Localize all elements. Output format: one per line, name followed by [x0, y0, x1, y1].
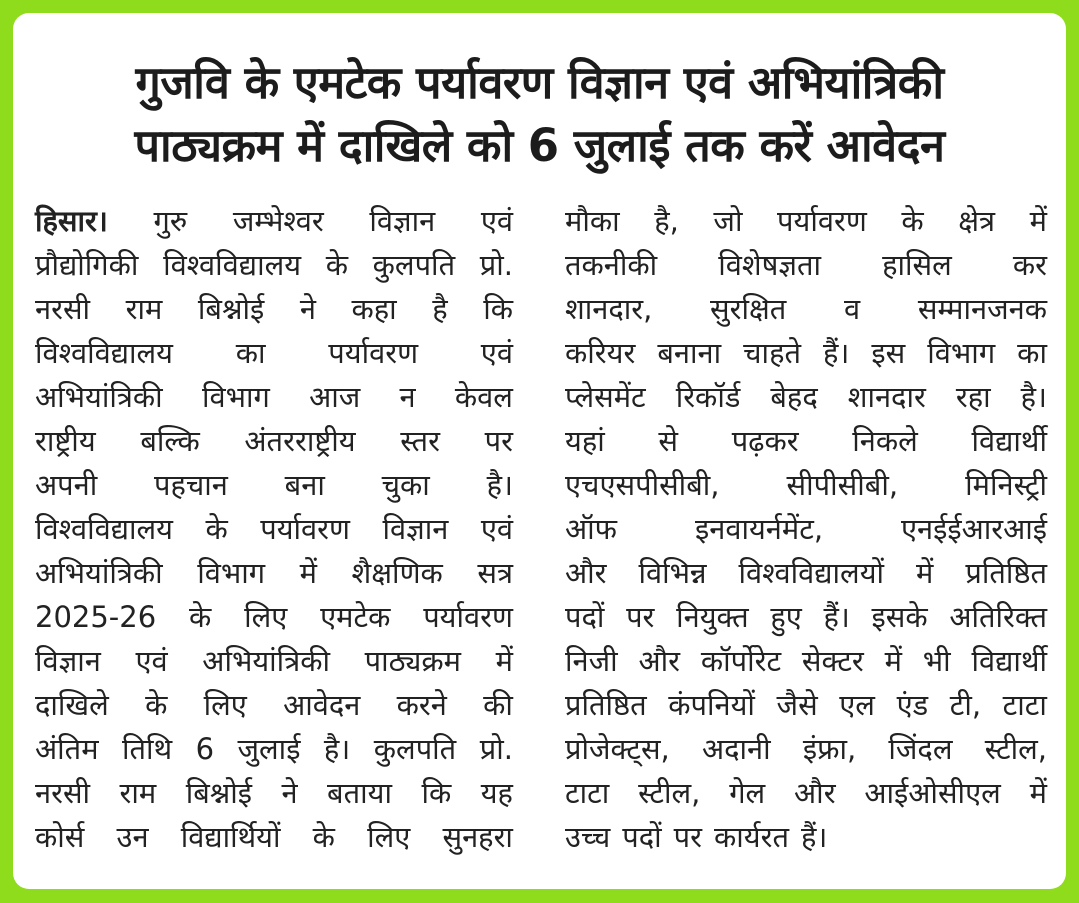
article-word: नियुक्त [676, 600, 749, 634]
article-word: एनईईआरआई [901, 512, 1047, 546]
article-word: विश्वविद्यालय [163, 248, 302, 282]
article-word: अतिरिक्त [949, 600, 1047, 634]
article-line [35, 551, 513, 595]
article-word: उन [116, 820, 149, 854]
article-word: में [884, 644, 902, 678]
article-line [565, 287, 1047, 331]
article-word: 2025-26 [35, 600, 157, 634]
article-word: के [312, 820, 335, 854]
article-line [35, 243, 513, 287]
article-word: में [299, 556, 317, 590]
article-line [35, 419, 513, 463]
article-word: निकले [852, 424, 918, 458]
article-word: यह [480, 776, 513, 810]
article-column-right [565, 199, 1047, 859]
article-word: आवेदन [283, 688, 361, 722]
article-word: विश्वविद्यालय [35, 512, 173, 546]
article-word: आईओसीएल [864, 776, 1001, 810]
article-word: पदों [565, 600, 605, 634]
article-word: तिथि [122, 732, 173, 766]
article-word: विशेषज्ञता [718, 248, 822, 282]
article-word: अपनी [35, 468, 98, 502]
article-word: हैं। [800, 820, 828, 854]
article-word: अभियांत्रिकी [35, 556, 163, 590]
article-word: चाहते [743, 336, 801, 370]
article-word: शानदार, [565, 292, 653, 326]
article-word: पर्यावरण [328, 336, 419, 370]
article-word: इंफ्रा, [802, 732, 857, 766]
article-line [565, 243, 1047, 287]
article-line [35, 463, 513, 507]
article-word: हासिल [882, 248, 952, 282]
article-word: केवल [454, 380, 513, 414]
article-word: नरसी [35, 776, 91, 810]
article-word: पर [626, 600, 655, 634]
article-word: इसके [871, 600, 928, 634]
article-word: स्टील, [638, 776, 701, 810]
article-word: पर्यावरण [777, 204, 867, 238]
article-word: अभियांत्रिकी [35, 380, 163, 414]
article-word: बल्कि [140, 424, 200, 458]
article-line [35, 639, 513, 683]
article-word: पाठ्यक्रम [364, 644, 461, 678]
article-word: टाटा [565, 776, 610, 810]
headline-line-2: पाठ्यक्रम में दाखिले को 6 जुलाई तक करें आवेदन [134, 119, 945, 172]
article-word: गेल [729, 776, 766, 810]
article-word: पर [484, 424, 513, 458]
article-word: लिए [367, 820, 411, 854]
article-word: न [399, 380, 416, 414]
article-line [565, 507, 1047, 551]
article-word: करियर [565, 336, 636, 370]
article-word: प्लेसमेंट [565, 380, 646, 414]
article-word: सीपीसीबी, [786, 468, 899, 502]
article-column-left [35, 199, 513, 859]
article-line [565, 639, 1047, 683]
article-word: है। [486, 468, 513, 502]
article-word: क्षेत्र [958, 204, 996, 238]
article-word: पदों [622, 820, 662, 854]
article-word: कार्यरत [713, 820, 789, 854]
article-line [35, 683, 513, 727]
article-word: विश्वविद्यालय [35, 336, 173, 370]
news-clipping-card [13, 13, 1066, 889]
article-word: पढ़कर [731, 424, 799, 458]
article-word: सेक्टर [801, 644, 864, 678]
article-word: प्रौद्योगिकी [35, 248, 139, 282]
article-word: एवं [135, 644, 168, 678]
article-word: एचएसपीसीबी, [565, 468, 720, 502]
article-word: कि [421, 776, 452, 810]
article-word: प्रतिष्ठित [965, 556, 1047, 590]
article-word: प्रोजेक्ट्स, [565, 732, 670, 766]
article-word: विज्ञान [382, 512, 449, 546]
article-line [565, 595, 1047, 639]
headline [13, 51, 1066, 177]
article-word: एवं [480, 512, 513, 546]
article-line [565, 727, 1047, 771]
article-line [565, 199, 1047, 243]
article-word: तकनीकी [565, 248, 658, 282]
article-word: 6 [195, 732, 215, 766]
article-word: हुए [770, 600, 802, 634]
article-word: आज [309, 380, 361, 414]
article-word: विभाग [201, 380, 270, 414]
article-word: मौका [565, 204, 620, 238]
article-word: में [916, 556, 934, 590]
article-word: बेहद [770, 380, 818, 414]
article-word: अभियांत्रिकी [202, 644, 330, 678]
article-word: अंतिम [35, 732, 99, 766]
article-line [35, 507, 513, 551]
article-word: कि [483, 292, 513, 326]
article-word: हिसार। [35, 204, 108, 238]
article-line [565, 463, 1047, 507]
article-word: विद्यार्थियों [180, 820, 281, 854]
article-word: के [145, 688, 168, 722]
article-word: रिकॉर्ड [675, 380, 741, 414]
article-word: बताया [327, 776, 392, 810]
article-word: एल [839, 688, 875, 722]
article-word: गुरु [153, 204, 188, 238]
article-word: है। [1020, 380, 1047, 414]
article-word: जम्भेश्वर [232, 204, 324, 238]
article-word: विज्ञान [369, 204, 436, 238]
article-word: टी, [949, 688, 982, 722]
article-word: प्रतिष्ठित [565, 688, 647, 722]
article-word: यहां [565, 424, 605, 458]
article-word: कोर्स [35, 820, 85, 854]
article-word: इस [871, 336, 906, 370]
article-word: बिश्नोई [185, 776, 253, 810]
article-word: राम [125, 292, 163, 326]
article-word: एमटेक [320, 600, 391, 634]
article-word: ऑफ [565, 512, 618, 546]
article-word: का [1017, 336, 1047, 370]
article-word: अंतरराष्ट्रीय [244, 424, 356, 458]
article-word: के [188, 600, 212, 634]
article-word: जिंदल [888, 732, 953, 766]
article-word: प्रो. [479, 248, 513, 282]
article-line [35, 287, 513, 331]
article-word: विभिन्न [638, 556, 707, 590]
article-word: पहचान [154, 468, 228, 502]
article-word: हैं। [823, 336, 850, 370]
article-line [35, 199, 513, 243]
article-word: सत्र [477, 556, 513, 590]
article-word: में [1029, 776, 1047, 810]
article-word: के [205, 512, 228, 546]
article-word: कहा [351, 292, 397, 326]
article-word: नरसी [35, 292, 91, 326]
article-word: जो [713, 204, 743, 238]
article-word: एंड [896, 688, 929, 722]
article-word: भी [922, 644, 951, 678]
article-word: सुरक्षित [710, 292, 787, 326]
article-line [565, 815, 1047, 859]
article-word: कर [1012, 248, 1047, 282]
article-word: चुका [381, 468, 430, 502]
article-word: लिए [203, 688, 247, 722]
article-word: विभाग [927, 336, 996, 370]
article-word: पर्यावरण [260, 512, 350, 546]
article-word: में [1029, 204, 1047, 238]
article-word: विभाग [197, 556, 266, 590]
article-line [565, 419, 1047, 463]
article-word: शैक्षणिक [351, 556, 443, 590]
article-word: स्टील, [984, 732, 1047, 766]
article-line [565, 375, 1047, 419]
article-word: कॉर्पोरेट [700, 644, 782, 678]
article-word: और [794, 776, 836, 810]
article-word: है। [323, 732, 351, 766]
article-word: जुलाई [237, 732, 301, 766]
article-line [35, 727, 513, 771]
article-word: की [483, 688, 513, 722]
article-word: ने [299, 292, 316, 326]
article-word: दाखिले [35, 688, 109, 722]
article-line [565, 331, 1047, 375]
article-word: टाटा [1002, 688, 1047, 722]
article-word: में [495, 644, 513, 678]
article-line [565, 683, 1047, 727]
article-word: और [565, 556, 607, 590]
article-line [35, 331, 513, 375]
article-word: बिश्नोई [197, 292, 265, 326]
article-word: ने [281, 776, 298, 810]
article-word: के [325, 248, 348, 282]
article-line [35, 771, 513, 815]
article-word: राम [119, 776, 157, 810]
article-word: कंपनियों [668, 688, 755, 722]
article-word: प्रो. [479, 732, 513, 766]
article-word: के [901, 204, 924, 238]
article-word: सम्मानजनक [917, 292, 1047, 326]
article-word: सुनहरा [442, 820, 513, 854]
article-word: मिनिस्ट्री [965, 468, 1047, 502]
article-word: अदानी [701, 732, 771, 766]
article-word: रहा [955, 380, 991, 414]
article-word: का [235, 336, 266, 370]
article-word: बना [284, 468, 325, 502]
article-word: पर [673, 820, 702, 854]
article-word: उच्च [565, 820, 611, 854]
article-word: राष्ट्रीय [35, 424, 96, 458]
article-word: एवं [480, 336, 513, 370]
article-word: और [638, 644, 680, 678]
article-word: लिए [244, 600, 288, 634]
article-word: इनवायर्नमेंट, [694, 512, 824, 546]
article-word: एवं [480, 204, 513, 238]
article-word: शानदार [847, 380, 926, 414]
article-line [35, 375, 513, 419]
article-word: विद्यार्थी [971, 424, 1047, 458]
article-word: विश्वविद्यालयों [738, 556, 885, 590]
article-word: स्तर [400, 424, 440, 458]
article-word: जैसे [776, 688, 818, 722]
article-word: से [658, 424, 679, 458]
article-word: है, [654, 204, 679, 238]
article-word: विज्ञान [35, 644, 101, 678]
article-word: विद्यार्थी [971, 644, 1047, 678]
article-word: करने [396, 688, 447, 722]
article-word: निजी [565, 644, 618, 678]
article-word: पर्यावरण [423, 600, 513, 634]
article-word: कुलपति [372, 248, 456, 282]
article-line [565, 771, 1047, 815]
article-line [565, 551, 1047, 595]
article-line [35, 595, 513, 639]
article-word: है [432, 292, 448, 326]
article-line [35, 815, 513, 859]
article-word: हैं। [823, 600, 850, 634]
headline-line-1: गुजवि के एमटेक पर्यावरण विज्ञान एवं अभियांत्रिकी [135, 56, 944, 109]
article-word: कुलपति [373, 732, 457, 766]
article-word: व [844, 292, 861, 326]
article-word: बनाना [657, 336, 722, 370]
